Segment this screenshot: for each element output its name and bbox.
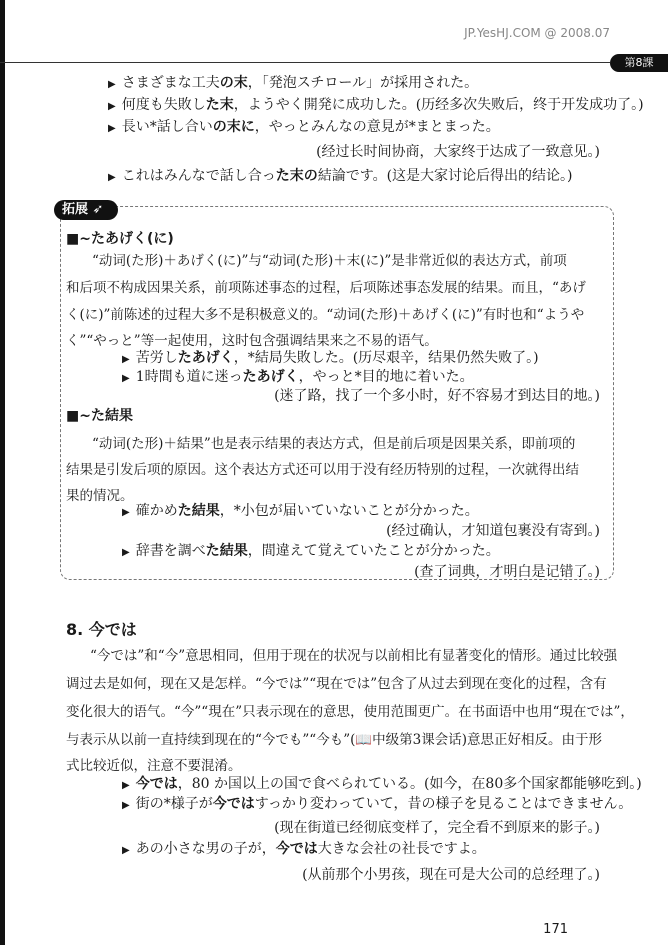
page-number: 171 xyxy=(543,922,568,937)
example xyxy=(122,500,479,520)
example-keyword: の末に xyxy=(212,119,255,135)
paragraph-line: 果的情况。 xyxy=(66,488,134,504)
paragraph-line: 和后项不构成因果关系，前项陈述事态的过程，后项陈述事态发展的结果。而且，“あげ xyxy=(66,280,586,296)
triangle-bullet-icon: ▶ xyxy=(122,507,130,518)
example-text: さまざまな工夫 xyxy=(121,75,220,91)
lesson-tab: 第8課 xyxy=(610,54,668,72)
section-title: 8. 今では xyxy=(66,620,137,639)
paragraph-line: 与表示从以前一直持续到现在的“今でも”“今も”(📖中级第3课会话)意思正好相反。由于形 xyxy=(66,732,603,748)
example-keyword: 今では xyxy=(275,841,318,857)
example xyxy=(122,773,642,793)
example xyxy=(122,838,486,858)
example-text: すっかり変わっていて，昔の様子を見ることはできません。 xyxy=(254,796,633,812)
example-text: ，*結局失敗した。(历尽艰辛，结果仍然失败了。) xyxy=(233,350,539,366)
example-text: ，やっとみんなの意見が*まとまった。 xyxy=(254,119,500,135)
example-text: 1時間も道に迷っ xyxy=(135,369,243,385)
example-text: ，やっと*目的地に着いた。 xyxy=(298,369,474,385)
example-keyword: たあげく xyxy=(177,350,234,366)
example xyxy=(108,116,500,136)
example-keyword: た末の xyxy=(275,168,318,184)
example-keyword: 今では xyxy=(212,796,255,812)
triangle-bullet-icon: ▶ xyxy=(122,845,130,856)
triangle-bullet-icon: ▶ xyxy=(122,547,130,558)
paragraph-line: “动词(た形)＋あげく(に)”与“动词(た形)＋末(に)”是非常近似的表达方式，前项 xyxy=(92,253,567,269)
example-text: 辞書を調べ xyxy=(135,543,206,559)
example-keyword: た末 xyxy=(205,97,234,113)
paragraph-line: 变化很大的语气。“今”“現在”只表示现在的意思，使用范围更广。在书面语中也用“現在では”， xyxy=(66,704,634,720)
example-text: 何度も失敗し xyxy=(121,97,206,113)
triangle-bullet-icon: ▶ xyxy=(122,780,130,791)
example xyxy=(108,94,644,114)
example-text: 苦労し xyxy=(135,350,178,366)
extension-badge xyxy=(54,200,118,220)
example-keyword: 今では xyxy=(135,776,178,792)
paragraph-line: く(に)”前陈述的过程大多不是积极意义的。“动词(た形)＋あげく(に)”有时也和“ようや xyxy=(66,307,585,323)
example-text: 結論です。(这是大家讨论后得出的结论。) xyxy=(317,168,573,184)
subsection-heading: ■~た結果 xyxy=(66,408,133,424)
example-text: ，間違えて覚えていたことが分かった。 xyxy=(247,543,500,559)
example-keyword: たあげく xyxy=(242,369,299,385)
example xyxy=(122,347,539,367)
subsection-heading: ■~たあげく(に) xyxy=(66,231,174,247)
triangle-bullet-icon: ▶ xyxy=(108,79,116,90)
extension-badge-label: 拓展 xyxy=(62,202,89,217)
example xyxy=(122,366,474,386)
example-keyword: の末 xyxy=(219,75,248,91)
example-translation: (查了词典，才明白是记错了。) xyxy=(414,564,600,580)
example-text: これはみんなで話し合っ xyxy=(121,168,276,184)
scan-edge xyxy=(0,0,5,945)
example-keyword: た結果 xyxy=(205,543,248,559)
example-keyword: た結果 xyxy=(177,503,220,519)
triangle-bullet-icon: ▶ xyxy=(122,354,130,365)
paragraph-line: く”“やっと”等一起使用，这时包含强调结果来之不易的语气。 xyxy=(66,333,438,349)
example-translation: (从前那个小男孩，现在可是大公司的总经理了。) xyxy=(302,867,600,883)
example-text: 大きな会社の社長ですよ。 xyxy=(317,841,486,857)
triangle-bullet-icon: ▶ xyxy=(122,373,130,384)
example-text: あの小さな男の子が， xyxy=(135,841,276,857)
example-translation: (迷了路，找了一个多小时，好不容易才到达目的地。) xyxy=(274,388,600,404)
example-text: 確かめ xyxy=(135,503,178,519)
paragraph-line: 结果是引发后项的原因。这个表达方式还可以用于没有经历特别的过程，一次就得出结 xyxy=(66,462,579,478)
paragraph-line: “今では”和“今”意思相同，但用于现在的状况与以前相比有显著变化的情形。通过比较强 xyxy=(90,648,618,664)
paragraph-line: “动词(た形)＋結果”也是表示结果的表达方式，但是前后项是因果关系，即前项的 xyxy=(92,436,576,452)
paragraph-line: 调过去是如何，现在又是怎样。“今では”“現在では”包含了从过去到现在变化的过程，含有 xyxy=(66,676,607,692)
example-text: ，80 か国以上の国で食べられている。(如今，在80多个国家都能够吃到。) xyxy=(177,776,642,792)
header-rule xyxy=(0,62,610,63)
example-translation: (经过长时间协商，大家终于达成了一致意见。) xyxy=(316,144,600,160)
example-translation: (经过确认，才知道包裹没有寄到。) xyxy=(386,523,600,539)
example-text: ，「発泡スチロール」が採用された。 xyxy=(247,75,479,91)
example-translation: (现在街道已经彻底变样了，完全看不到原来的影子。) xyxy=(274,820,600,836)
example-text: ，ようやく開発に成功した。(历经多次失败后，终于开发成功了。) xyxy=(233,97,644,113)
example-text: 街の*様子が xyxy=(135,796,213,812)
triangle-bullet-icon: ▶ xyxy=(108,123,116,134)
example xyxy=(108,165,573,185)
paragraph-line: 式比较近似，注意不要混淆。 xyxy=(66,758,242,774)
example-text: ，*小包が届いていないことが分かった。 xyxy=(219,503,479,519)
example xyxy=(122,793,632,813)
triangle-bullet-icon: ▶ xyxy=(108,172,116,183)
watermark: JP.YesHJ.COM @ 2008.07 xyxy=(464,26,610,40)
triangle-bullet-icon: ▶ xyxy=(108,101,116,112)
bird-icon: ➶ xyxy=(92,202,104,217)
example-text: 長い*話し合い xyxy=(121,119,213,135)
triangle-bullet-icon: ▶ xyxy=(122,800,130,811)
example xyxy=(122,540,500,560)
example xyxy=(108,72,478,92)
